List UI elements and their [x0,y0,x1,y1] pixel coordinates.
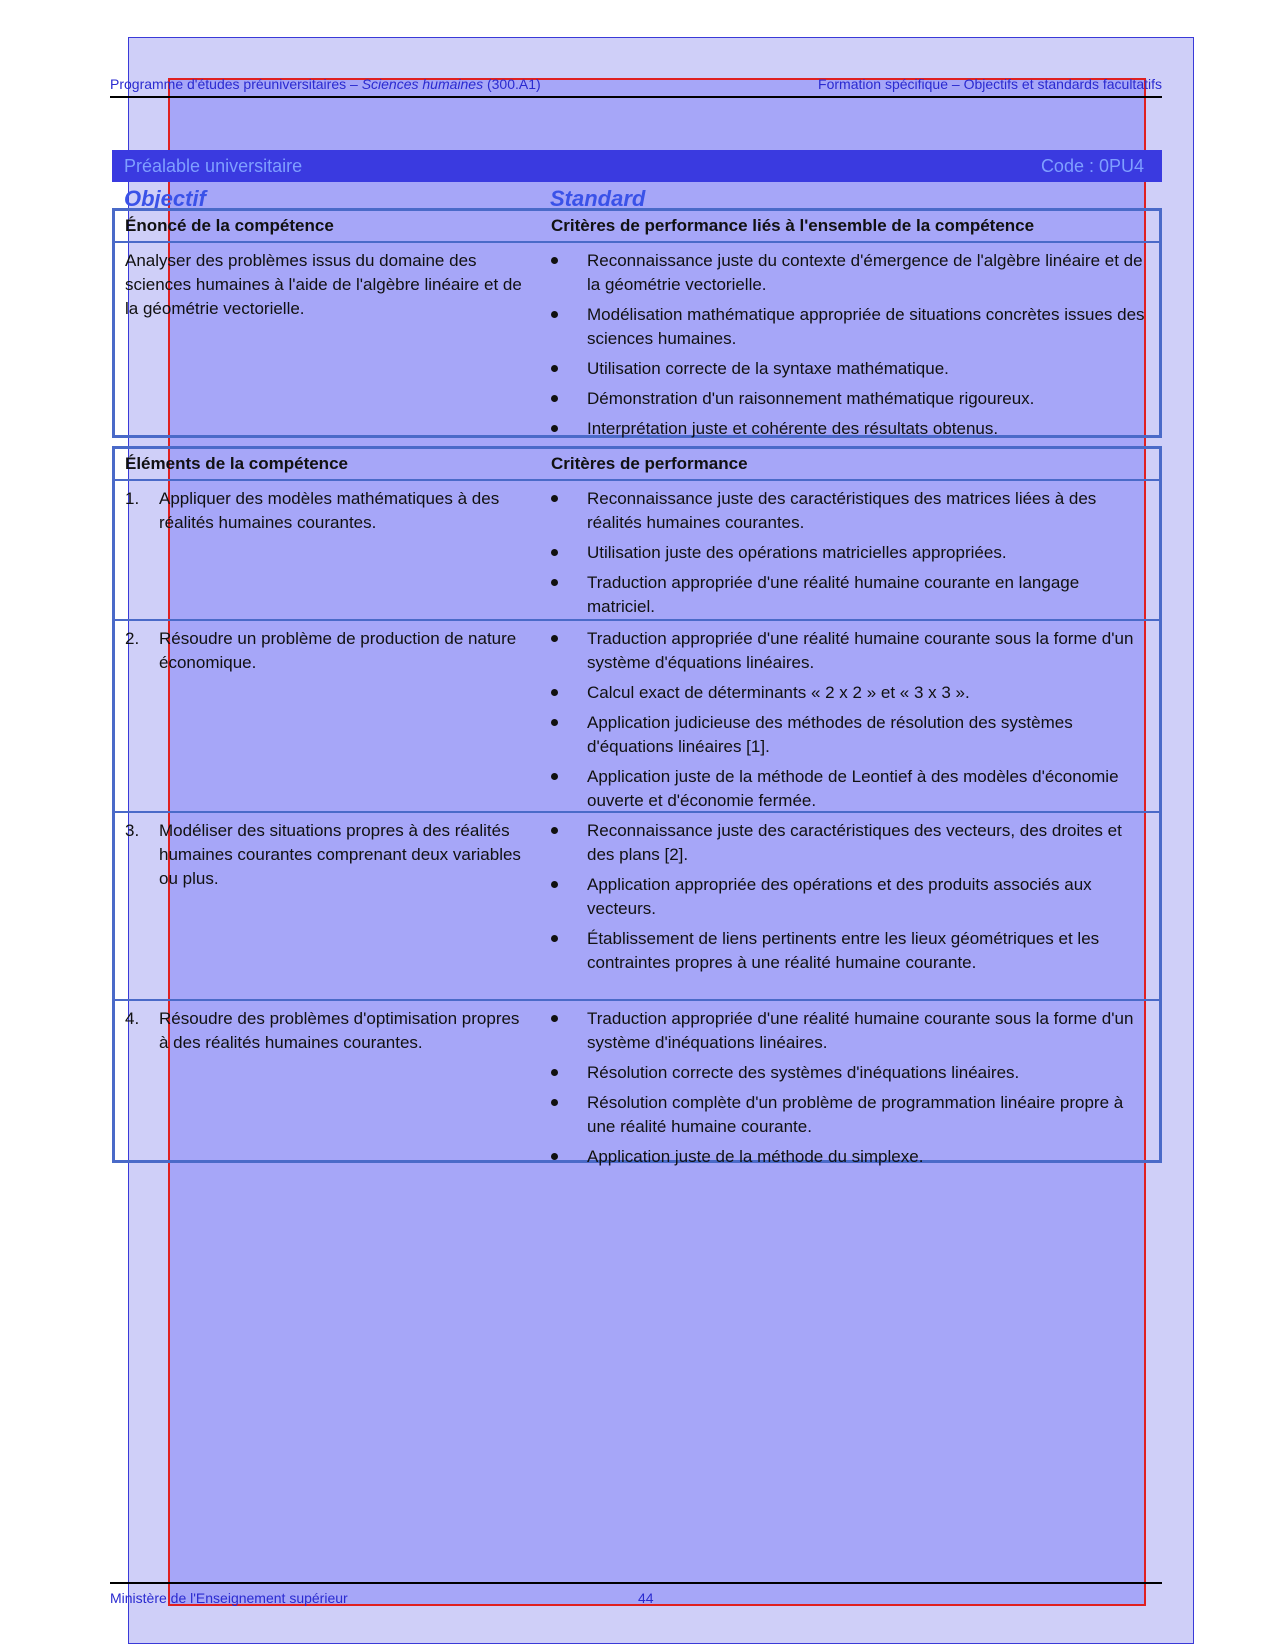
criterion-item [551,681,1151,705]
bullet-icon [551,549,558,556]
bullet-icon [551,425,558,432]
element-number: 2. [125,629,140,648]
statement-header [115,211,1159,243]
bullet-icon [551,689,558,696]
element-number: 3. [125,821,140,840]
elements-box [112,446,1162,1166]
criterion-item [551,627,1151,675]
criterion-text: Application juste de la méthode du simplexe. [587,1147,924,1166]
criterion-text: Application judicieuse des méthodes de résolution des systèmes d'équations linéaires [1]. [587,713,1073,756]
criterion-item [551,303,1151,351]
criterion-item [551,1061,1151,1085]
bullet-icon [551,881,558,888]
element-text: Modéliser des situations propres à des réalités humaines courantes comprenant deux variables ou plus. [159,821,521,888]
bullet-icon [551,395,558,402]
header-suffix: (300.A1) [483,76,541,92]
criterion-text: Reconnaissance juste des caractéristiques des vecteurs, des droites et des plans [2]. [587,821,1122,864]
criterion-text: Reconnaissance juste du contexte d'émergence de l'algèbre linéaire et de la géométrie vectorielle. [587,251,1143,294]
criterion-item [551,1091,1151,1139]
element-criteria [551,487,1151,625]
bullet-icon [551,719,558,726]
criterion-text: Application juste de la méthode de Leontief à des modèles d'économie ouverte et d'économie fermée. [587,767,1119,810]
criterion-text: Application appropriée des opérations et des produits associés aux vecteurs. [587,875,1092,918]
standard-heading: Standard [550,186,646,211]
footer-ministry: Ministère de l'Enseignement supérieur [110,1590,348,1606]
elements-header-left: Éléments de la compétence [125,454,348,473]
criterion-text: Traduction appropriée d'une réalité humaine courante sous la forme d'un système d'équations linéaires. [587,629,1134,672]
header-prefix: Programme d'études préuniversitaires – [110,76,362,92]
criterion-item [551,487,1151,535]
bullet-icon [551,579,558,586]
criterion-item [551,357,1151,381]
criterion-text: Calcul exact de déterminants « 2 x 2 » et « 3 x 3 ». [587,683,970,702]
prerequisite-band [112,150,1162,182]
statement-row [115,243,1159,438]
bullet-icon [551,365,558,372]
page-footer [110,1582,1162,1606]
criterion-text: Utilisation correcte de la syntaxe mathématique. [587,359,949,378]
element-criteria [551,627,1151,819]
element-text: Résoudre des problèmes d'optimisation propres à des réalités humaines courantes. [159,1009,520,1052]
criterion-text: Résolution correcte des systèmes d'inéquations linéaires. [587,1063,1020,1082]
bullet-icon [551,1099,558,1106]
statement-box [112,208,1162,438]
criterion-text: Établissement de liens pertinents entre les lieux géométriques et les contraintes propres à une réalité humaine courante. [587,929,1100,972]
criterion-item [551,387,1151,411]
criterion-item [551,819,1151,867]
criterion-text: Reconnaissance juste des caractéristiques des matrices liées à des réalités humaines courantes. [587,489,1097,532]
criterion-text: Modélisation mathématique appropriée de situations concrètes issues des sciences humaines. [587,305,1145,348]
page-number: 44 [638,1590,654,1606]
element-number: 4. [125,1009,140,1028]
bullet-icon [551,827,558,834]
criterion-item [551,1007,1151,1055]
statement-criteria [551,249,1151,447]
criterion-text: Résolution complète d'un problème de programmation linéaire propre à une réalité humaine courante. [587,1093,1124,1136]
criterion-text: Interprétation juste et cohérente des résultats obtenus. [587,419,999,438]
element-criteria [551,819,1151,981]
header-italic: Sciences humaines [361,76,484,92]
criterion-item [551,417,1151,441]
statement-header-right: Critères de performance liés à l'ensemble de la compétence [551,216,1035,235]
bullet-icon [551,1069,558,1076]
elements-header-right: Critères de performance [551,454,748,473]
objective-heading: Objectif [124,186,206,211]
criterion-item [551,571,1151,619]
element-row-3 [115,813,1159,1001]
criterion-text: Traduction appropriée d'une réalité humaine courante sous la forme d'un système d'inéquations linéaires. [587,1009,1134,1052]
criterion-item [551,927,1151,975]
bullet-icon [551,1015,558,1022]
band-code: Code : 0PU4 [1040,156,1144,176]
band-label: Préalable universitaire [124,156,303,176]
criterion-item [551,541,1151,565]
statement-text: Analyser des problèmes issus du domaine des sciences humaines à l'aide de l'algèbre linéaire et de la géométrie vectorielle. [125,251,522,318]
criterion-text: Démonstration d'un raisonnement mathématique rigoureux. [587,389,1035,408]
criterion-item [551,1145,1151,1169]
bullet-icon [551,495,558,502]
criterion-item [551,765,1151,813]
element-row-2 [115,621,1159,813]
element-row-1 [115,481,1159,621]
bullet-icon [551,1153,558,1160]
criterion-item [551,873,1151,921]
element-text: Appliquer des modèles mathématiques à des réalités humaines courantes. [159,489,500,532]
element-text: Résoudre un problème de production de nature économique. [159,629,517,672]
criterion-item [551,249,1151,297]
statement-header-left: Énoncé de la compétence [125,216,334,235]
criterion-text: Utilisation juste des opérations matricielles appropriées. [587,543,1007,562]
bullet-icon [551,311,558,318]
element-row-4 [115,1001,1159,1169]
element-number: 1. [125,489,140,508]
bullet-icon [551,635,558,642]
criterion-text: Traduction appropriée d'une réalité humaine courante en langage matriciel. [587,573,1080,616]
header-program [110,76,541,92]
page-header [110,74,1162,98]
bullet-icon [551,773,558,780]
header-section: Formation spécifique – Objectifs et standards facultatifs [818,76,1162,92]
bullet-icon [551,257,558,264]
elements-header [115,449,1159,481]
element-criteria [551,1007,1151,1175]
criterion-item [551,711,1151,759]
bullet-icon [551,935,558,942]
